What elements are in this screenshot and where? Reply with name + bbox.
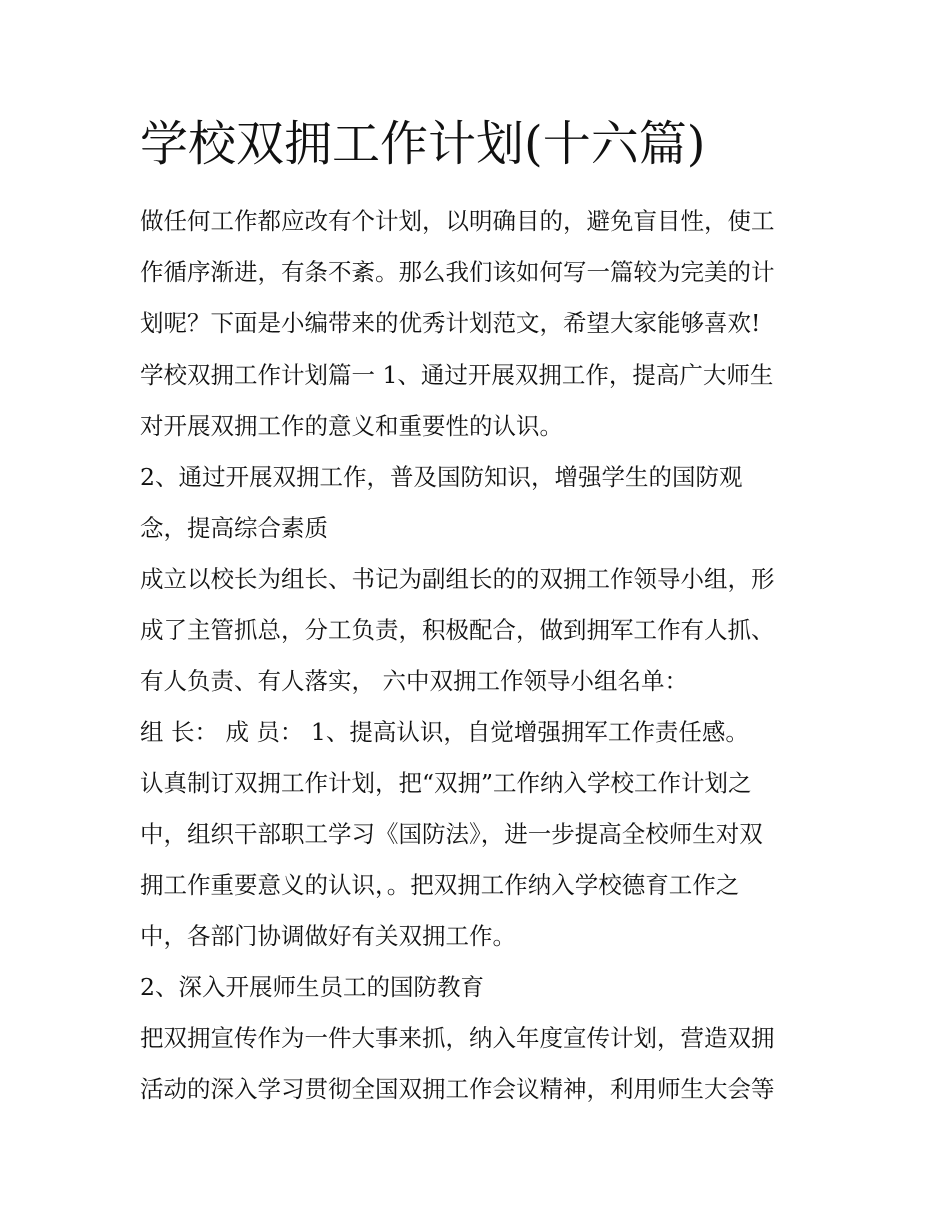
paragraph-line: 2、通过开展双拥工作，普及国防知识，增强学生的国防观 — [140, 463, 743, 491]
paragraph-line: 有人负责、有人落实， 六中双拥工作领导小组名单： — [140, 667, 688, 695]
paragraph-line: 成了主管抓总，分工负责，积极配合，做到拥军工作有人抓、 — [140, 616, 775, 644]
paragraph-line: 活动的深入学习贯彻全国双拥工作会议精神，利用师生大会等 — [140, 1075, 775, 1103]
paragraph-line: 组 长： 成 员： 1、提高认识，自觉增强拥军工作责任感。 — [140, 718, 749, 746]
document-title: 学校双拥工作计划(十六篇) — [140, 116, 706, 172]
paragraph-line: 念，提高综合素质 — [140, 514, 328, 542]
paragraph-line: 拥工作重要意义的认识，。把双拥工作纳入学校德育工作之 — [140, 871, 740, 899]
paragraph-line: 中，组织干部职工学习《国防法》，进一步提高全校师生对双 — [140, 820, 763, 848]
paragraph-line: 学校双拥工作计划篇一 1、通过开展双拥工作，提高广大师生 — [140, 361, 774, 389]
paragraph-line: 认真制订双拥工作计划，把“双拥”工作纳入学校工作计划之 — [140, 769, 752, 797]
paragraph-line: 成立以校长为组长、书记为副组长的的双拥工作领导小组，形 — [140, 565, 775, 593]
paragraph-line: 对开展双拥工作的意义和重要性的认识。 — [140, 412, 563, 440]
paragraph-line: 做任何工作都应改有个计划，以明确目的，避免盲目性，使工 — [140, 207, 775, 235]
paragraph-line: 作循序渐进，有条不紊。那么我们该如何写一篇较为完美的计 — [140, 258, 775, 286]
paragraph-line: 2、深入开展师生员工的国防教育 — [140, 973, 484, 1001]
paragraph-line: 划呢？下面是小编带来的优秀计划范文，希望大家能够喜欢! — [140, 309, 761, 337]
paragraph-line: 把双拥宣传作为一件大事来抓，纳入年度宣传计划，营造双拥 — [140, 1024, 775, 1052]
paragraph-line: 中，各部门协调做好有关双拥工作。 — [140, 922, 516, 950]
